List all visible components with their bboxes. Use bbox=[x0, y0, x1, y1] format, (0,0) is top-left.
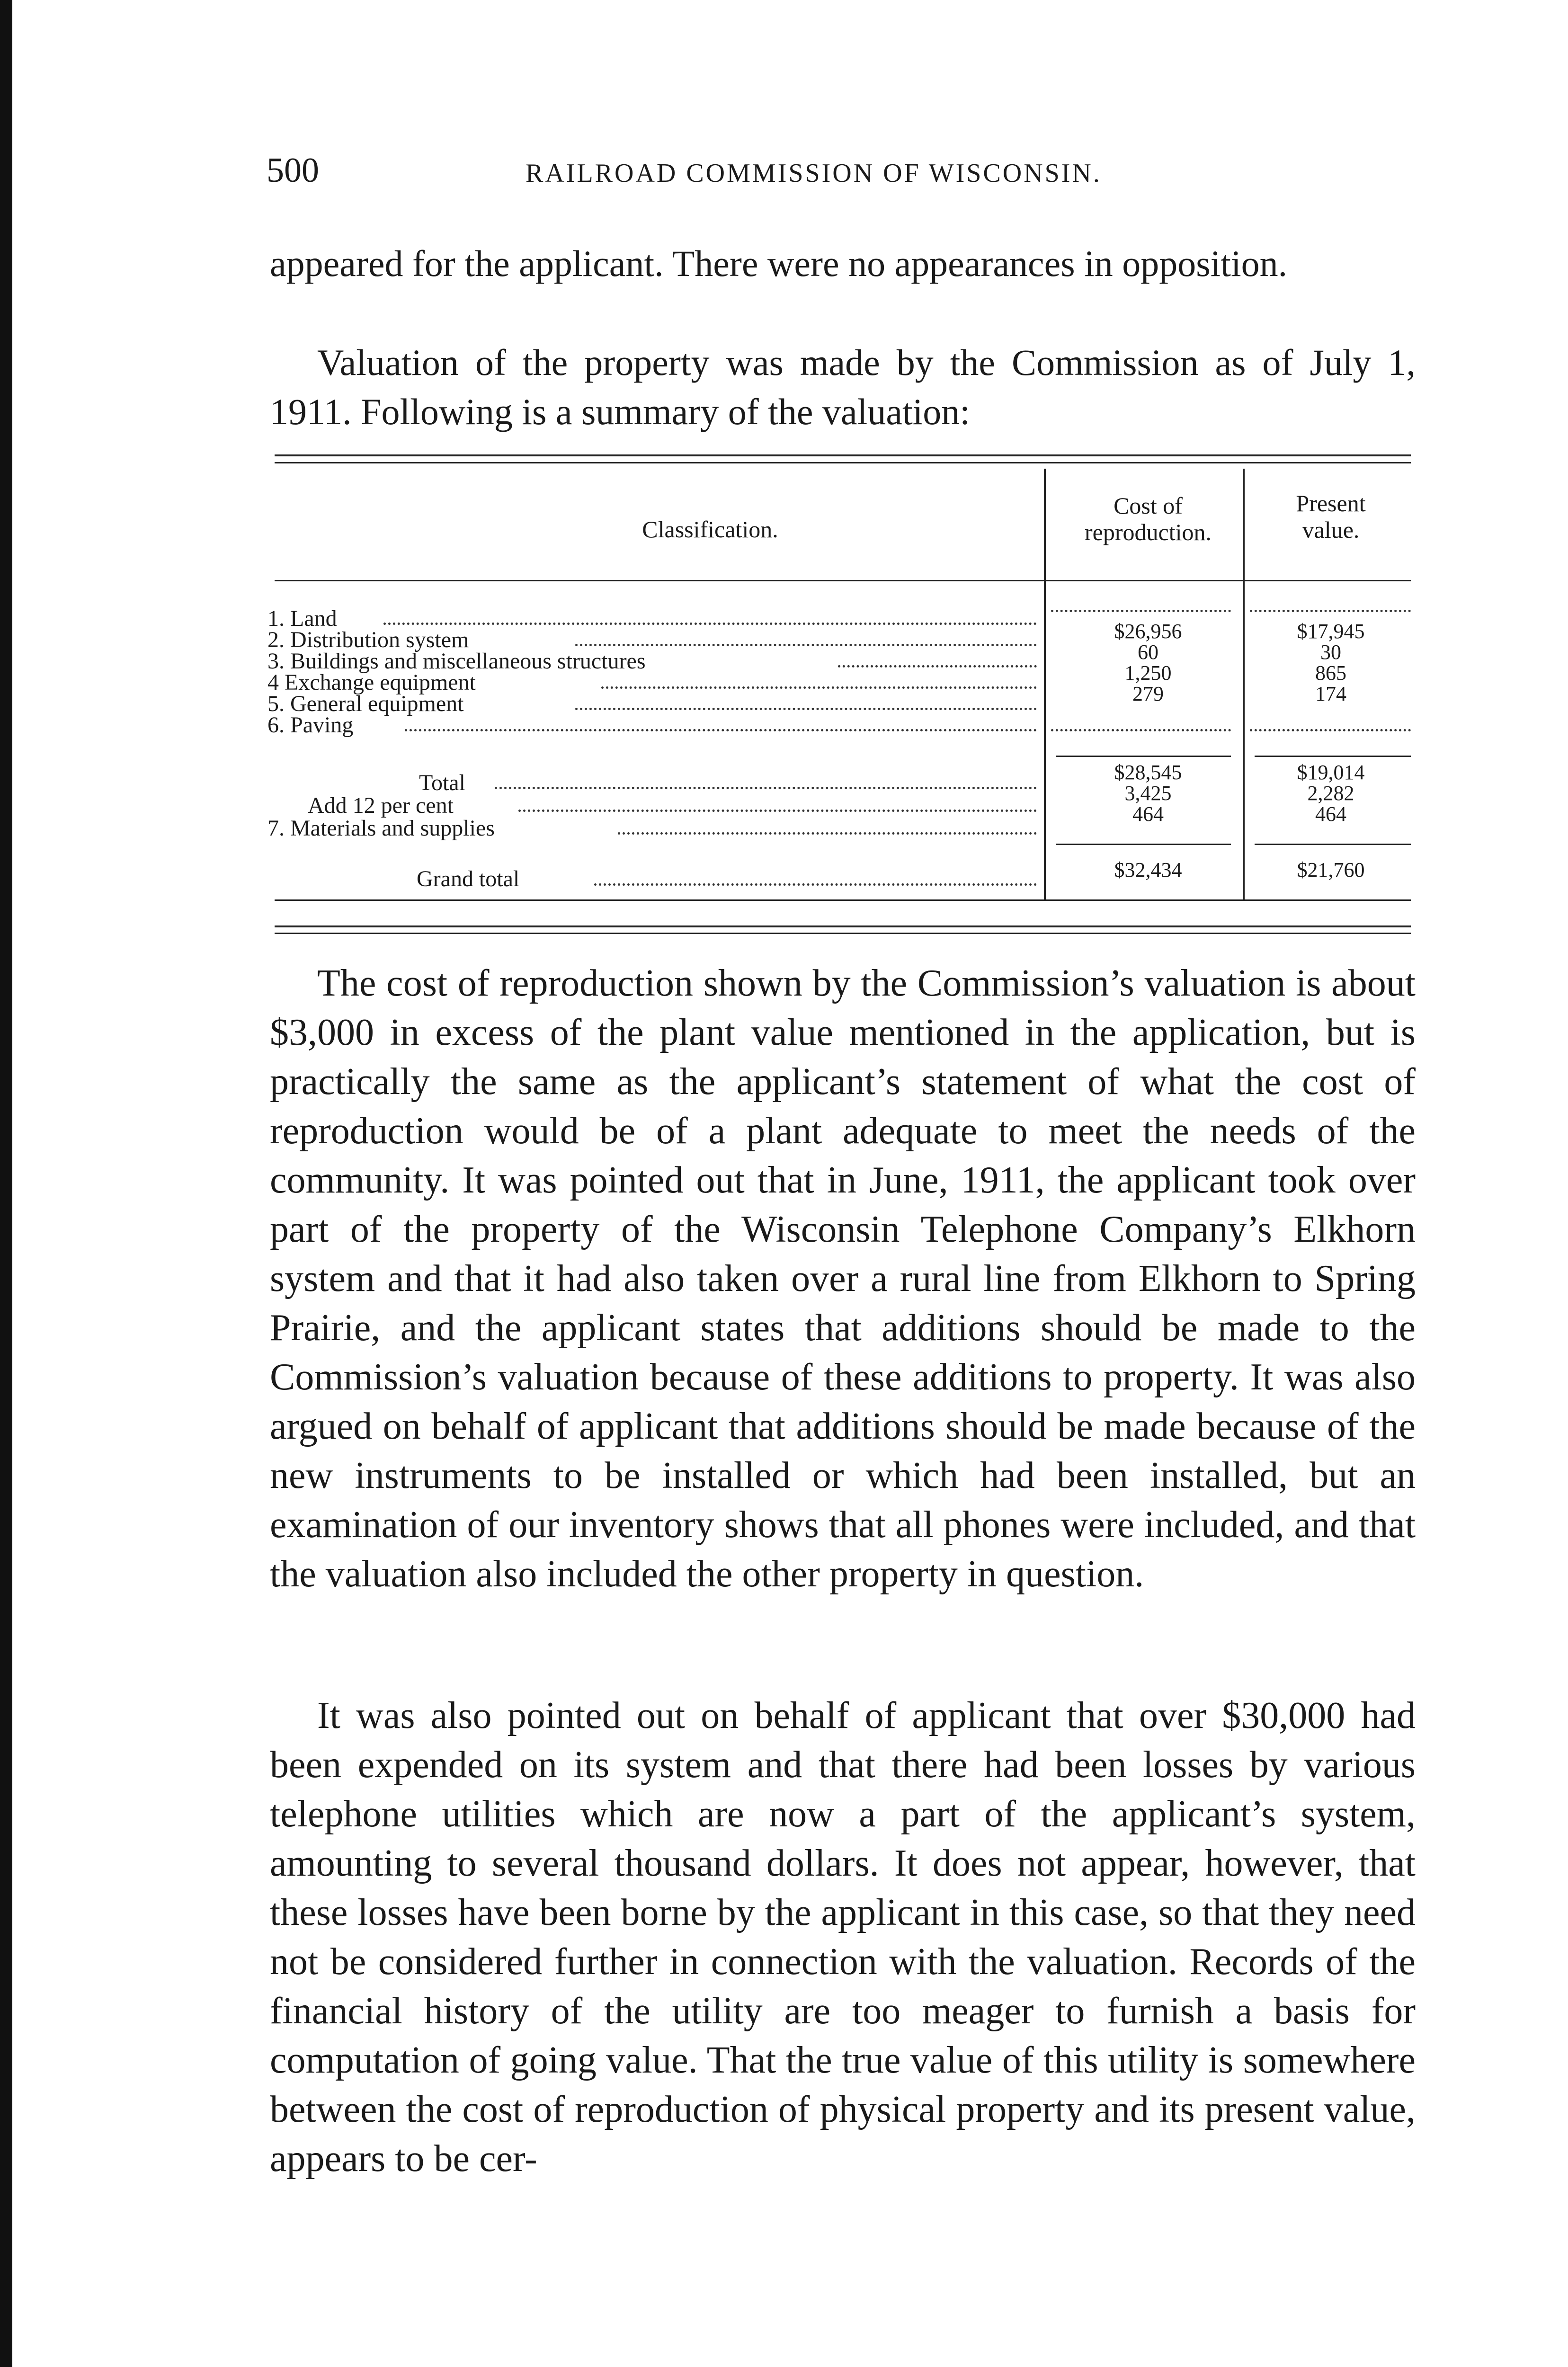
paragraph-3: The cost of reproduction shown by the Commission’s valuation is about $3,000 in excess of the plant value mentioned in the application, but is practically the same as the applicant’s statement of what the cost of reproduction would be of a plant adequate to meet the needs of the community. It was pointed out that in June, 1911, the applicant took over part of the property of the Wisconsin Telephone Company’s Elkhorn system and that it had also taken over a rural line from Elkhorn to Spring Prairie, and the applicant states that additions should be made to the Commission’s valuation because of these additions to property. It was also argued on behalf of applicant that additions should be made because of the new instruments to be installed or which had been installed, but an examination of our inventory shows that all phones were included, and that the valuation also included the other property in question. bbox=[270, 962, 1416, 1595]
leader-dots bbox=[383, 623, 1037, 625]
cell-cost-add: 3,425 bbox=[1124, 782, 1172, 805]
table-bottom-rule-2 bbox=[275, 925, 1411, 927]
page-number: 500 bbox=[267, 151, 319, 190]
leader-dots bbox=[601, 686, 1037, 689]
cell-present-add: 2,282 bbox=[1307, 782, 1354, 805]
leader-dots bbox=[518, 810, 1037, 812]
cell-present-materials: 464 bbox=[1315, 802, 1346, 826]
paragraph-2: Valuation of the property was made by the Commission as of July 1, 1911. Following is a summary of the valuation: bbox=[270, 342, 1416, 432]
column-divider-1 bbox=[1044, 469, 1046, 899]
cell-cost-total: $28,545 bbox=[1114, 761, 1182, 784]
cell-cost-exchange: 1,250 bbox=[1124, 661, 1172, 685]
row-label-land: 1. Land bbox=[267, 606, 337, 631]
cell-present-distribution: $17,945 bbox=[1297, 620, 1365, 643]
row-label-materials: 7. Materials and supplies bbox=[267, 816, 495, 841]
cell-present-buildings: 30 bbox=[1320, 641, 1341, 664]
cell-cost-general: 279 bbox=[1132, 682, 1164, 705]
leader-dots bbox=[495, 787, 1037, 789]
header-classification: Classification. bbox=[642, 516, 778, 543]
total-rule-present bbox=[1255, 756, 1411, 757]
leader-dots bbox=[618, 832, 1037, 835]
cell-present-exchange: 865 bbox=[1315, 661, 1346, 685]
row-label-exchange: 4 Exchange equipment bbox=[267, 670, 476, 695]
cell-cost-distribution: $26,956 bbox=[1114, 620, 1182, 643]
column-dots bbox=[1250, 729, 1411, 731]
header-rule bbox=[275, 580, 1411, 581]
row-label-add: Add 12 per cent bbox=[308, 793, 454, 818]
row-label-general: 5. General equipment bbox=[267, 691, 464, 716]
leader-dots bbox=[405, 729, 1037, 731]
cell-cost-buildings: 60 bbox=[1138, 641, 1158, 664]
table-bottom-rule bbox=[275, 899, 1411, 901]
header-cost-line2: reproduction. bbox=[1085, 519, 1212, 545]
cell-present-general: 174 bbox=[1315, 682, 1346, 705]
row-label-distribution: 2. Distribution system bbox=[267, 627, 469, 652]
leader-dots bbox=[838, 665, 1037, 667]
header-present-line2: value. bbox=[1302, 516, 1360, 543]
row-label-grand-total: Grand total bbox=[417, 866, 520, 891]
column-dots bbox=[1250, 610, 1411, 612]
row-label-buildings: 3. Buildings and miscellaneous structures bbox=[267, 649, 646, 674]
grand-total-rule-cost bbox=[1056, 844, 1231, 845]
running-head: RAILROAD COMMISSION OF WISCONSIN. bbox=[526, 159, 1102, 188]
total-rule-cost bbox=[1056, 756, 1231, 757]
leader-dots bbox=[594, 883, 1037, 886]
cell-present-total: $19,014 bbox=[1297, 761, 1365, 784]
leader-dots bbox=[575, 644, 1037, 646]
cell-present-grand-total: $21,760 bbox=[1297, 858, 1365, 881]
header-present-line1: Present bbox=[1296, 490, 1366, 516]
cell-cost-grand-total: $32,434 bbox=[1114, 858, 1182, 881]
paragraph-4: It was also pointed out on behalf of applicant that over $30,000 had been expended on its system and that there had been losses by various telephone utilities which are now a part of the applicant’s system, amounting to several thousand dollars. It does not appear, however, that these losses have been borne by the applicant in this case, so that they need not be considered further in connection with the valuation. Records of the financial history of the utility are too meager to furnish a basis for computation of going value. That the true value of this utility is somewhere between the cost of reproduction of physical property and its present value, appears to be cer- bbox=[270, 1695, 1416, 2180]
row-label-total: Total bbox=[419, 770, 465, 795]
column-dots bbox=[1051, 610, 1231, 612]
column-dots bbox=[1051, 729, 1231, 731]
row-label-paving: 6. Paving bbox=[267, 712, 354, 738]
header-cost-line1: Cost of bbox=[1114, 492, 1183, 519]
paragraph-1: appeared for the applicant. There were no appearances in opposition. bbox=[270, 243, 1288, 284]
grand-total-rule-present bbox=[1255, 844, 1411, 845]
table-top-rule bbox=[275, 454, 1411, 456]
cell-cost-materials: 464 bbox=[1132, 802, 1164, 826]
scan-border-left bbox=[0, 0, 12, 2367]
table-bottom-rule-3 bbox=[275, 933, 1411, 934]
table-top-rule-2 bbox=[275, 462, 1411, 463]
leader-dots bbox=[575, 708, 1037, 710]
